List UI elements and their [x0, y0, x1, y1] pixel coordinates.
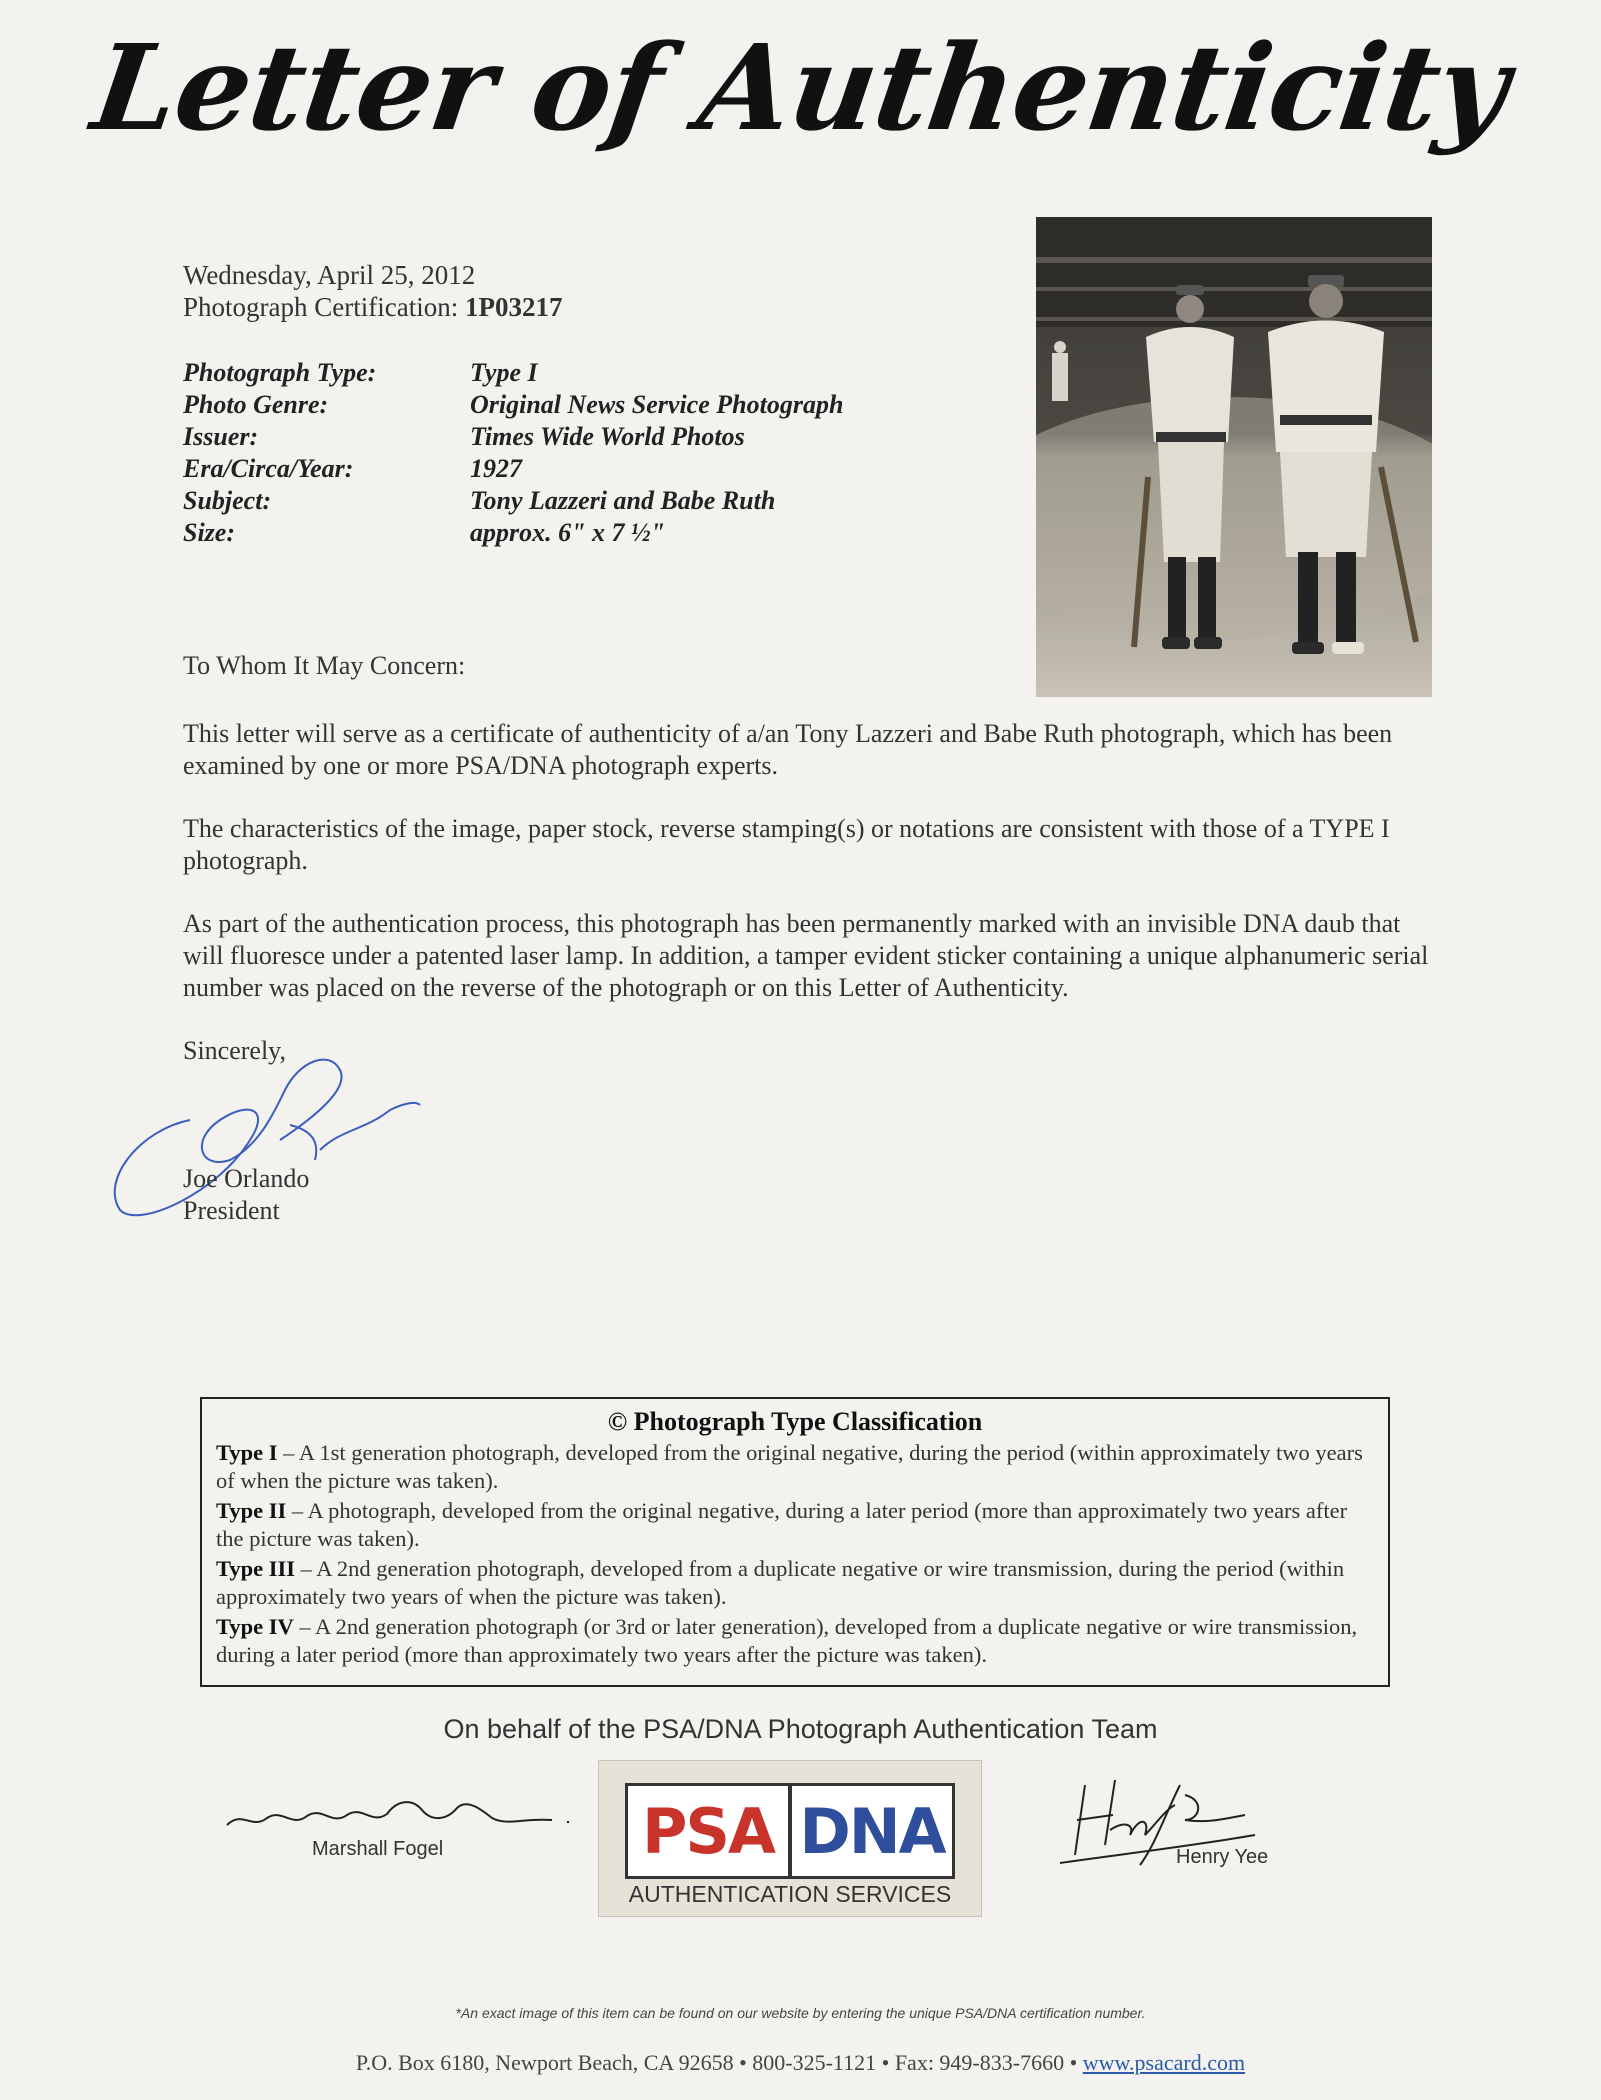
detail-key-genre: Photo Genre:	[183, 390, 329, 419]
detail-key-era: Era/Circa/Year:	[183, 454, 354, 483]
contact-address	[0, 2050, 1601, 2076]
detail-value-size: approx. 6" x 7 ½"	[470, 518, 665, 547]
detail-key-size: Size:	[183, 518, 235, 547]
detail-value-era: 1927	[470, 454, 522, 483]
left-signer-name: Marshall Fogel	[312, 1838, 444, 1860]
dna-logo-text: DNA	[799, 1794, 945, 1868]
psa-dna-logo	[598, 1760, 982, 1917]
certification-number: 1P03217	[464, 292, 563, 322]
right-signer-name: Henry Yee	[1176, 1846, 1269, 1868]
certification-line	[183, 292, 562, 323]
photograph-image	[1036, 217, 1432, 697]
signature-marshall-fogel	[222, 1790, 577, 1840]
signer-title: President	[183, 1196, 280, 1225]
authentication-services-label: AUTHENTICATION SERVICES	[628, 1881, 952, 1907]
detail-value-issuer: Times Wide World Photos	[470, 422, 745, 451]
certification-label: Photograph Certification:	[183, 292, 459, 322]
letter-date: Wednesday, April 25, 2012	[183, 260, 476, 290]
letter-title: Letter of Authenticity	[84, 18, 1517, 157]
detail-value-subject: Tony Lazzeri and Babe Ruth	[470, 486, 776, 515]
classification-type-2: Type II – A photograph, developed from the original negative, during a later period (more than approximately two years after the picture was taken).	[216, 1498, 1348, 1551]
classification-type-4: Type IV – A 2nd generation photograph (or 3rd or later generation), developed from a duplicate negative or wire transmission, during a later period (more than approximately two years after the picture was taken).	[216, 1614, 1358, 1667]
paragraph-1: This letter will serve as a certificate of authenticity of a/an Tony Lazzeri and Babe Ruth photograph, which has been examined by one or more PSA/DNA photograph experts.	[183, 719, 1393, 780]
detail-key-type: Photograph Type:	[183, 358, 377, 387]
detail-key-subject: Subject:	[183, 486, 272, 515]
detail-value-genre: Original News Service Photograph	[470, 390, 844, 419]
classification-title: © Photograph Type Classification	[607, 1407, 983, 1436]
classification-type-3: Type III – A 2nd generation photograph, developed from a duplicate negative or wire transmission, during the period (within approximately two years of when the picture was taken).	[216, 1556, 1345, 1609]
team-statement: On behalf of the PSA/DNA Photograph Authentication Team	[443, 1714, 1158, 1744]
paragraph-3: As part of the authentication process, this photograph has been permanently marked with an invisible DNA daub that will fluoresce under a patented laser lamp. In addition, a tamper evident sticker containing a unique alphanumeric serial number was placed on the reverse of the photograph or on this Letter of Authenticity.	[183, 909, 1429, 1002]
classification-type-1: Type I – A 1st generation photograph, developed from the original negative, during the period (within approximately two years of when the picture was taken).	[216, 1440, 1363, 1493]
dna-logo-panel	[789, 1783, 955, 1879]
website-link[interactable]: www.psacard.com	[1082, 2050, 1246, 2075]
salutation: To Whom It May Concern:	[183, 651, 466, 680]
psa-logo-text: PSA	[641, 1794, 775, 1868]
authenticated-photograph	[1036, 217, 1432, 697]
footnote: *An exact image of this item can be found on our website by entering the unique PSA/DNA certification number.	[455, 2005, 1146, 2021]
detail-value-type: Type I	[470, 358, 538, 387]
address-text: P.O. Box 6180, Newport Beach, CA 92658 • 800-325-1121 • Fax: 949-833-7660 •	[355, 2050, 1078, 2075]
psa-logo-panel	[625, 1783, 791, 1879]
classification-box	[200, 1397, 1390, 1687]
paragraph-2: The characteristics of the image, paper stock, reverse stamping(s) or notations are consistent with those of a TYPE I photograph.	[183, 814, 1390, 875]
closing: Sincerely,	[183, 1036, 286, 1065]
detail-key-issuer: Issuer:	[183, 422, 259, 451]
signer-name: Joe Orlando	[183, 1164, 310, 1193]
